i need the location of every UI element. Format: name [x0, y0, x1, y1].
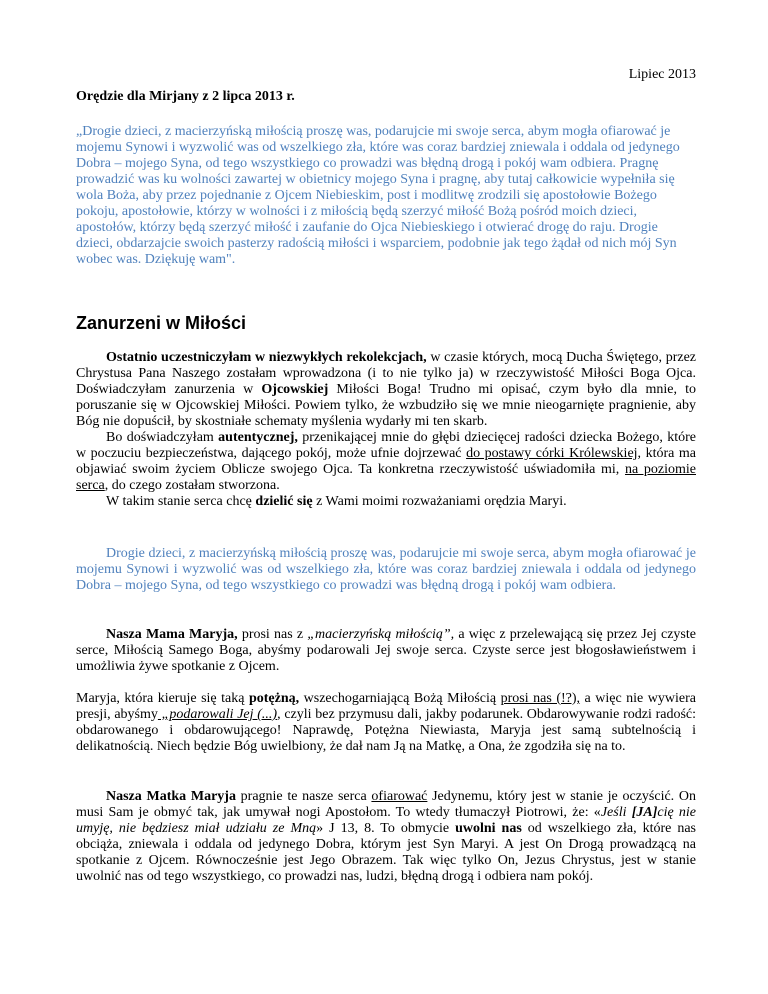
paragraph-retreat: Ostatnio uczestniczyłam w niezwykłych rekolekcjach, w czasie których, mocą Ducha Świętego, przez Chrystusa Pana Naszego zostałam wprowadzona (i to nie tylko ja) w rzeczywistość Miłości Boga Ojca. Doświadczyłam zanurzenia w Ojcowskiej Miłości Boga! Trudno mi opisać, czym było dla mnie, to poruszanie się w Ojcowskiej Miłości. Powiem tylko, że wzbudziło się we mnie nieogarnięte pragnienie, aby Bóg nie dopuścił, by skostniałe schematy myślenia wydarły mi ten skarb. — [76, 350, 696, 429]
message-title: Orędzie dla Mirjany z 2 lipca 2013 r. — [76, 89, 295, 104]
paragraph-experience: Bo doświadczyłam autentycznej, przenikającej mnie do głębi dziecięcej radości dziecka Bożego, które w poczuciu bezpieczeństwa, dającego pokój, może ufnie dojrzewać do postawy córki Królewskiej, która ma objawiać swoim życiem Oblicze swojego Ojca. Ta konkretna rzeczywistość uświadomiła mi, na poziomie serca, do czego zostałam stworzona. — [76, 430, 697, 493]
paragraph-offering: Nasza Matka Maryja pragnie te nasze serca ofiarować Jedynemu, który jest w stanie je oczyścić. On musi Sam je obmyć tak, jak umywał nogi Apostołom. To wtedy tłumaczył Piotrowi, że: «Jeśli [JA]cię nie umyję, nie będziesz miał udziału ze Mną» J 13, 8. To obmycie uwolni nas od wszelkiego zła, które nas obciąża, zniewala i oddala od jedynego Dobra, którym jest Syn Maryi. A jest On Drogą prowadzącą na spotkanie z Ojcem. Równocześnie jest Jego Obrazem. Tak więc tylko On, Jezus Chrystus, jest w stanie uwolnić nas od tego wszystkiego, co prowadzi nas, ludzi, błędną drogą i odbiera nam pokój. — [76, 789, 697, 884]
quoted-excerpt: Drogie dzieci, z macierzyńską miłością proszę was, podarujcie mi swoje serca, abym mogła ofiarować je mojemu Synowi i wyzwolić was od wszelkiego zła, które was coraz bardziej zniewala i oddala od jedynego Dobra – mojego Syna, od tego wszystkiego co prowadzi was błędną drogą i pokój wam odbiera. — [76, 546, 696, 593]
underlined-italic-phrase: „podarowali Jej (...) — [157, 707, 278, 722]
paragraph-maryja: Maryja, która kieruje się taką potężną, wszechogarniającą Bożą Miłością prosi nas (!?), a więc nie wywiera presji, abyśmy „podarowali Jej (...), czyli bez przymusu dali, jakby podarunek. Obdarowywanie rodzi radość: obdarowanego i obdarowującego! Naprawdę, Potężna Niewiasta, Maryja jest samą subtelnością i delikatnością. Niech będzie Bóg uwielbiony, że dał nam Ją na Matkę, a Ona, że zgodziła się na to. — [76, 691, 697, 754]
italic-phrase: Jeśli — [600, 805, 632, 820]
bold-phrase: Nasza Mama Maryja, — [106, 627, 238, 642]
intro-paragraphs — [76, 350, 696, 510]
bold-phrase: uwolni nas — [455, 821, 522, 836]
bold-phrase: Ojcowskiej — [261, 382, 329, 397]
underlined-phrase: do postawy córki Królewskiej — [466, 446, 638, 461]
italic-phrase: cię nie umyję, nie będziesz miał udziału ze Mną — [76, 805, 696, 836]
underlined-phrase: ofiarować — [371, 789, 428, 804]
paragraph-sharing: W takim stanie serca chcę dzielić się z Wami moimi rozważaniami orędzia Maryi. — [106, 494, 567, 509]
bold-phrase: Ostatnio uczestniczyłam w niezwykłych rekolekcjach, — [106, 350, 427, 365]
message-quote: „Drogie dzieci, z macierzyńską miłością proszę was, podarujcie mi swoje serca, abym mogła ofiarować je mojemu Synowi i wyzwolić was od wszelkiego zła, które was coraz bardziej zniewala i oddala od jedynego Dobra – mojego Syna, od tego wszystkiego co prowadzi was błędną drogą i pokój wam odbiera. Pragnę prowadzić was ku wolności zawartej w obietnicy mojego Syna i pragnę, aby tutaj całkowicie wypełniła się wola Boża, aby przez pojednanie z Ojcem Niebieskim, post i modlitwę zrodzili się apostołowie Bożego pokoju, apostołowie, którzy w wolności i z miłością będą szerzyć miłość Bożą pośród moich dzieci, apostołów, którzy będą szerzyć miłość i zaufanie do Ojca Niebieskiego i otwierać drogę do raju. Drogie dzieci, obdarzajcie swoich pasterzy radością miłości i wsparciem, podobnie jak tego żądał od nich mój Syn wobec was. Dziękuję wam". — [76, 124, 680, 267]
bold-italic-phrase: [JA] — [631, 805, 658, 820]
document-date: Lipiec 2013 — [628, 67, 696, 82]
underlined-phrase: na poziomie serca — [76, 462, 696, 493]
italic-phrase: „macierzyńską miłością”, — [307, 627, 455, 642]
bold-phrase: potężną, — [248, 691, 300, 706]
bold-phrase: autentycznej, — [218, 430, 298, 445]
section-heading: Zanurzeni w Miłości — [76, 313, 247, 333]
paragraph-mother: Nasza Mama Maryja, prosi nas z „macierzyńską miłością”, a więc z przelewającą się przez Jej czyste serce, Miłością Samego Boga, abyśmy podarowali Jej swoje serca. Czyste serce jest błogosławieństwem i umożliwia żywe spotkanie z Ojcem. — [76, 627, 696, 674]
underlined-phrase: prosi nas (!?), — [500, 691, 581, 706]
bold-phrase: Nasza Matka Maryja — [106, 789, 236, 804]
bold-phrase: dzielić się — [255, 494, 313, 509]
